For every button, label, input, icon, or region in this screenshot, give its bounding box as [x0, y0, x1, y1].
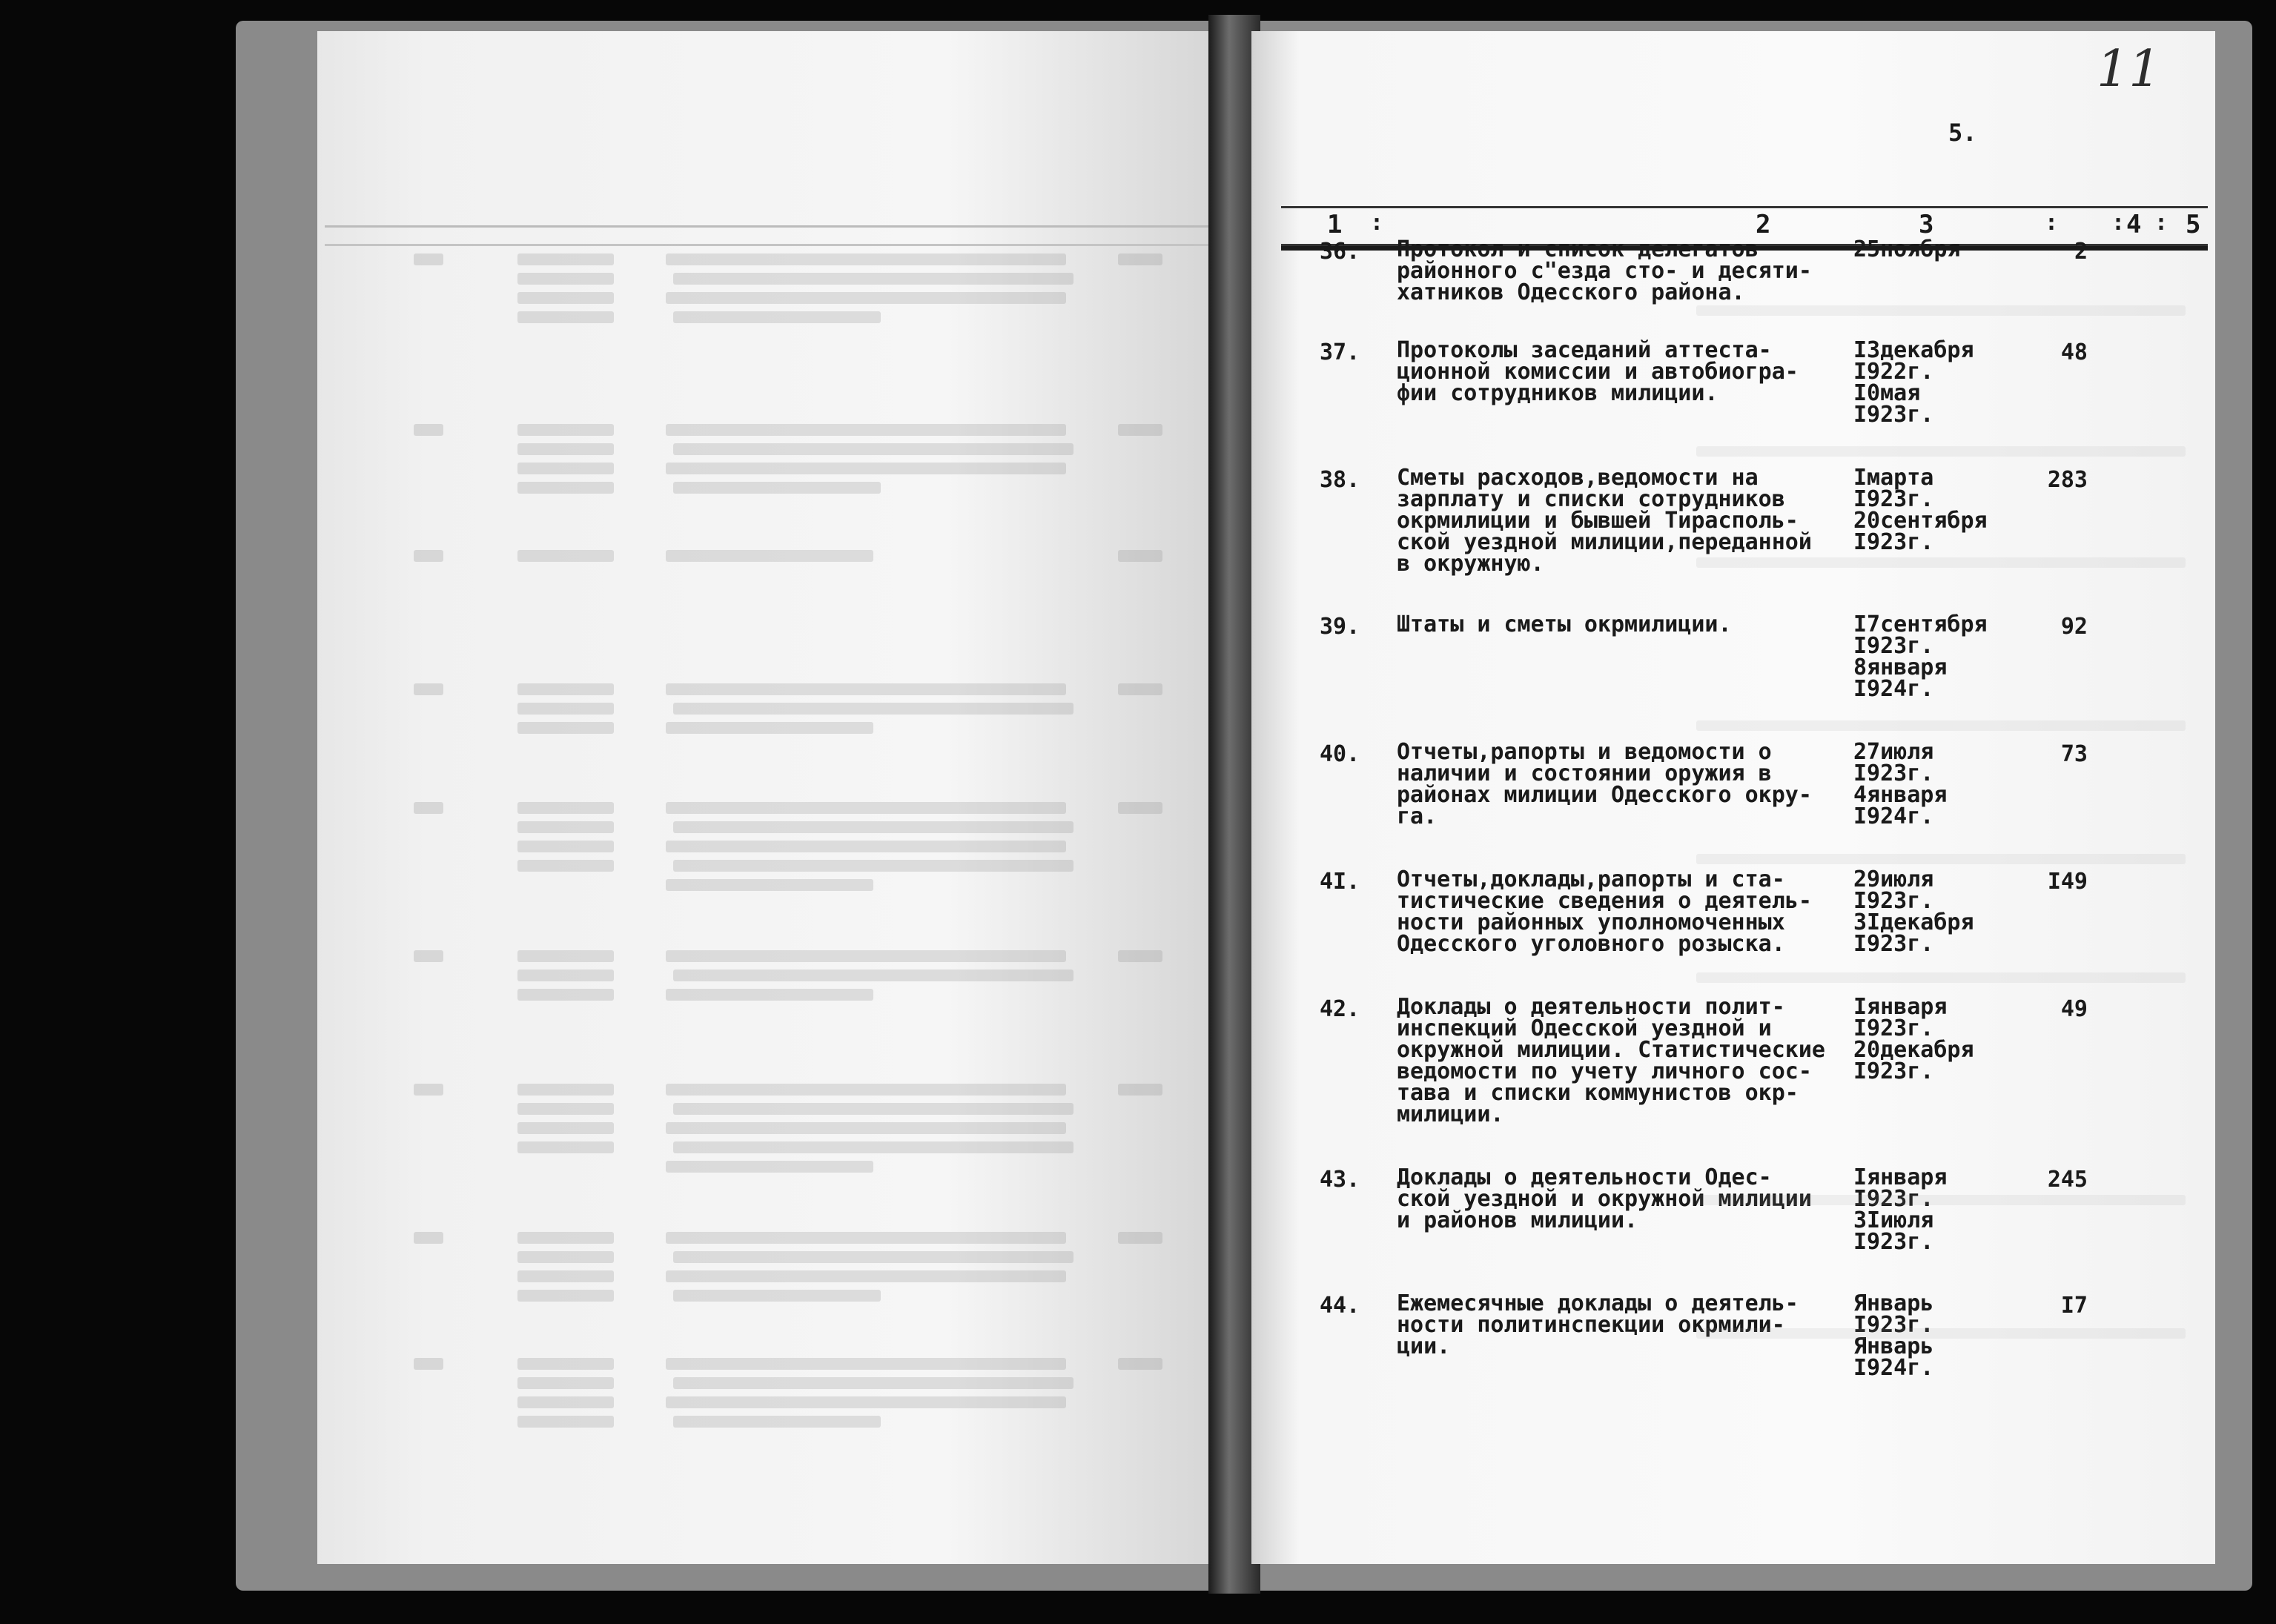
- bleed-date: [517, 482, 614, 494]
- bleed-line: [673, 1251, 1074, 1263]
- bleed-date: [517, 970, 614, 981]
- header-col-5: 5: [2186, 210, 2201, 239]
- show-through-mark: [1696, 1328, 2186, 1339]
- bleed-line: [666, 424, 1066, 436]
- entry-date-line: I923г.: [1853, 1015, 1934, 1041]
- entry-sheet-count: 245: [2047, 1167, 2088, 1193]
- bleed-date: [517, 1251, 614, 1263]
- entry-dates: [1853, 236, 2002, 262]
- bleed-sheet: [414, 1358, 443, 1370]
- bleed-sheet: [414, 1232, 443, 1244]
- entry-sheet-count: I49: [2047, 869, 2088, 895]
- header-col-4: 4: [2126, 210, 2142, 239]
- bleed-number: [1118, 950, 1162, 962]
- entry-description: Протоколы заседаний аттеста- ционной комиссии и автобиогра- фии сотрудников милиции.: [1397, 337, 1799, 406]
- entry-date-line: I923г.: [1853, 888, 1934, 914]
- show-through-mark: [1696, 446, 2186, 457]
- entry-date-line: I923г.: [1853, 1229, 1934, 1255]
- bleed-date: [517, 821, 614, 833]
- entry-date-line: 3Iиюля: [1853, 1207, 1934, 1233]
- bleed-date: [517, 703, 614, 715]
- entry-description: Протокол и список делегатов районного с"езда сто- и десяти- хатников Одесского района.: [1397, 236, 1812, 305]
- page-number: 5.: [1948, 119, 1977, 147]
- bleed-date: [517, 1084, 614, 1096]
- entry-date-line: I924г.: [1853, 803, 1934, 829]
- bleed-date: [517, 1103, 614, 1115]
- entry-date-line: I7сентября: [1853, 612, 1988, 637]
- bleed-line: [673, 1377, 1074, 1389]
- bleed-date: [517, 1122, 614, 1134]
- entry-number: 44.: [1320, 1293, 1360, 1319]
- entry-date-line: I922г.: [1853, 359, 1934, 385]
- bleed-sheet: [414, 802, 443, 814]
- header-col-1: 1: [1327, 210, 1343, 239]
- entry-date-line: I923г.: [1853, 486, 1934, 512]
- show-through-mark: [1696, 720, 2186, 731]
- entry-dates: [1853, 614, 2002, 700]
- bleed-date: [517, 860, 614, 872]
- bleed-line: [673, 703, 1074, 715]
- bleed-line: [666, 989, 873, 1001]
- show-through-mark: [1696, 972, 2186, 983]
- sheet-number: 11: [2097, 40, 2161, 99]
- entry-date-line: 4января: [1853, 782, 1948, 808]
- bleed-line: [673, 860, 1074, 872]
- bleed-sheet: [414, 1084, 443, 1096]
- bleed-date: [517, 424, 614, 436]
- entry-date-line: 25ноября: [1853, 236, 1961, 262]
- bleed-date: [517, 443, 614, 455]
- entry-sheet-count: 2: [2074, 239, 2088, 265]
- bleed-line: [666, 683, 1066, 695]
- bleed-number: [1118, 1232, 1162, 1244]
- left-page: [317, 31, 1216, 1564]
- entry-number: 40.: [1320, 741, 1360, 767]
- bleed-number: [1118, 802, 1162, 814]
- show-through-mark: [1696, 1195, 2186, 1205]
- show-through-mark: [1696, 854, 2186, 864]
- entry-date-line: 29июля: [1853, 866, 1934, 892]
- show-through-mark: [1696, 557, 2186, 568]
- bleed-date: [517, 1416, 614, 1428]
- entry-description: Штаты и сметы окрмилиции.: [1397, 612, 1732, 637]
- entry-sheet-count: I7: [2060, 1293, 2088, 1319]
- entry-number: 42.: [1320, 996, 1360, 1022]
- entry-date-line: I923г.: [1853, 402, 1934, 428]
- bleed-date: [517, 950, 614, 962]
- entry-sheet-count: 283: [2047, 467, 2088, 493]
- entry-date-line: 20декабря: [1853, 1037, 1974, 1063]
- left-page-header-ruling: [325, 225, 1216, 246]
- bleed-line: [673, 821, 1074, 833]
- bleed-line: [666, 1122, 1066, 1134]
- bleed-number: [1118, 550, 1162, 562]
- bleed-sheet: [414, 253, 443, 265]
- entry-number: 4I.: [1320, 869, 1360, 895]
- bleed-date: [517, 311, 614, 323]
- entry-sheet-count: 48: [2060, 339, 2088, 365]
- bleed-number: [1118, 1084, 1162, 1096]
- bleed-line: [673, 443, 1074, 455]
- bleed-date: [517, 292, 614, 304]
- entry-dates: [1853, 866, 2002, 957]
- entry-date-line: I923г.: [1853, 633, 1934, 659]
- entry-description: Сметы расходов,ведомости на зарплату и списки сотрудников окрмилиции и бывшей Тирасполь- ской уездной милиции,переданной в окружную.: [1397, 465, 1812, 577]
- entry-dates: [1853, 1164, 2002, 1255]
- bleed-line: [666, 1358, 1066, 1370]
- entry-dates: [1853, 996, 2002, 1082]
- entry-date-line: I923г.: [1853, 529, 1934, 555]
- right-page: [1251, 31, 2215, 1564]
- entry-date-line: I923г.: [1853, 760, 1934, 786]
- bleed-line: [666, 879, 873, 891]
- bleed-line: [673, 970, 1074, 981]
- bleed-line: [666, 292, 1066, 304]
- table-header: 1 : 2 : 3 4 : : 5: [1281, 206, 2208, 246]
- bleed-line: [673, 1103, 1074, 1115]
- bleed-line: [666, 722, 873, 734]
- entry-date-line: I924г.: [1853, 676, 1934, 702]
- bleed-date: [517, 1141, 614, 1153]
- bleed-date: [517, 1270, 614, 1282]
- entry-date-line: 27июля: [1853, 739, 1934, 765]
- header-col-3: 3: [1919, 210, 1934, 239]
- entry-date-line: Январь: [1853, 1333, 1934, 1359]
- bleed-date: [517, 1232, 614, 1244]
- entry-date-line: 20сентября: [1853, 508, 1988, 534]
- bleed-date: [517, 1358, 614, 1370]
- bleed-date: [517, 841, 614, 852]
- entry-dates: [1853, 337, 2002, 428]
- bleed-line: [666, 1161, 873, 1173]
- entry-date-line: I0мая: [1853, 380, 1921, 406]
- bleed-line: [666, 841, 1066, 852]
- entry-description: Доклады о деятельности Одес- ской уездной и окружной милиции и районов милиции.: [1397, 1164, 1812, 1233]
- entry-description: Ежемесячные доклады о деятель- ности политинспекции окрмили- ции.: [1397, 1290, 1799, 1359]
- entry-sheet-count: 73: [2060, 741, 2088, 767]
- entry-date-line: I923г.: [1853, 1186, 1934, 1212]
- bleed-line: [673, 1290, 881, 1302]
- entry-date-line: I923г.: [1853, 931, 1934, 957]
- entry-dates: [1853, 741, 2002, 827]
- entry-description: Доклады о деятельности полит- инспекций Одесской уездной и окружной милиции. Статистические ведомости по учету личного сос- тава и списки коммунистов окр- милиции.: [1397, 994, 1825, 1127]
- bleed-line: [666, 1270, 1066, 1282]
- entry-date-line: I3декабря: [1853, 337, 1974, 363]
- entry-number: 36.: [1320, 239, 1360, 265]
- bleed-date: [517, 989, 614, 1001]
- bleed-date: [517, 1377, 614, 1389]
- bleed-line: [666, 950, 1066, 962]
- bleed-line: [666, 463, 1066, 474]
- entry-sheet-count: 92: [2060, 614, 2088, 640]
- bleed-line: [666, 253, 1066, 265]
- header-col-2: 2: [1756, 210, 1771, 239]
- bleed-line: [666, 1396, 1066, 1408]
- bleed-date: [517, 722, 614, 734]
- bleed-line: [666, 550, 873, 562]
- bleed-date: [517, 1396, 614, 1408]
- bleed-number: [1118, 1358, 1162, 1370]
- bleed-line: [673, 311, 881, 323]
- entry-date-line: 3Iдекабря: [1853, 909, 1974, 935]
- entry-date-line: Январь: [1853, 1290, 1934, 1316]
- bleed-date: [517, 683, 614, 695]
- bleed-date: [517, 550, 614, 562]
- bleed-line: [673, 482, 881, 494]
- bleed-line: [673, 273, 1074, 285]
- show-through-mark: [1696, 305, 2186, 316]
- bleed-line: [666, 802, 1066, 814]
- bleed-sheet: [414, 424, 443, 436]
- entry-number: 39.: [1320, 614, 1360, 640]
- entry-date-line: Iмарта: [1853, 465, 1934, 491]
- bleed-line: [666, 1232, 1066, 1244]
- entry-date-line: 8января: [1853, 654, 1948, 680]
- entry-sheet-count: 49: [2060, 996, 2088, 1022]
- entry-date-line: Iянваря: [1853, 994, 1948, 1020]
- entry-date-line: I924г.: [1853, 1355, 1934, 1381]
- entry-number: 43.: [1320, 1167, 1360, 1193]
- bleed-line: [673, 1416, 881, 1428]
- entry-description: Отчеты,рапорты и ведомости о наличии и состоянии оружия в районах милиции Одесского окру- га.: [1397, 739, 1812, 829]
- entry-number: 37.: [1320, 339, 1360, 365]
- bleed-date: [517, 1290, 614, 1302]
- bleed-line: [673, 1141, 1074, 1153]
- bleed-number: [1118, 253, 1162, 265]
- bleed-number: [1118, 424, 1162, 436]
- bleed-line: [666, 1084, 1066, 1096]
- entry-date-line: Iянваря: [1853, 1164, 1948, 1190]
- bleed-date: [517, 253, 614, 265]
- entry-number: 38.: [1320, 467, 1360, 493]
- bleed-sheet: [414, 683, 443, 695]
- bleed-date: [517, 463, 614, 474]
- bleed-date: [517, 802, 614, 814]
- bleed-number: [1118, 683, 1162, 695]
- bleed-sheet: [414, 550, 443, 562]
- entry-dates: [1853, 467, 2002, 553]
- entry-date-line: I923г.: [1853, 1058, 1934, 1084]
- entry-date-line: I923г.: [1853, 1312, 1934, 1338]
- bleed-date: [517, 273, 614, 285]
- entry-description: Отчеты,доклады,рапорты и ста- тистические сведения о деятель- ности районных уполномоченных Одесского уголовного розыска.: [1397, 866, 1812, 957]
- bleed-sheet: [414, 950, 443, 962]
